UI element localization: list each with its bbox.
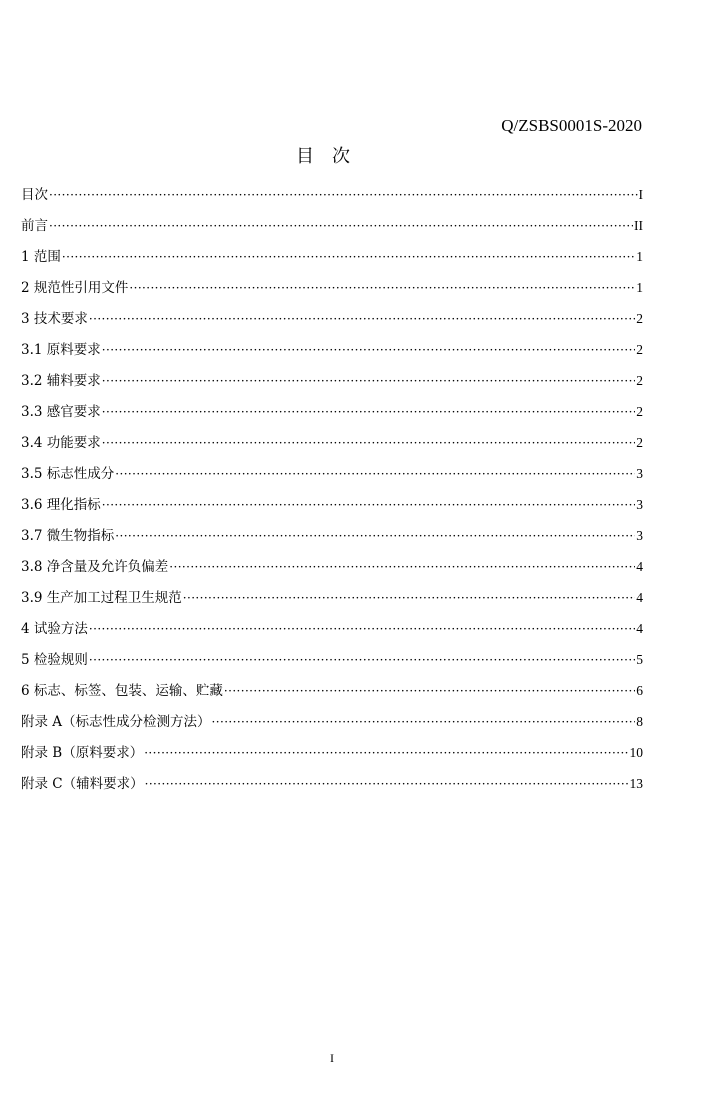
toc-leader-dots — [49, 182, 638, 208]
toc-entry[interactable] — [21, 523, 643, 554]
toc-list — [21, 182, 643, 802]
toc-entry-page: 1 — [636, 280, 643, 295]
toc-entry[interactable] — [21, 647, 643, 678]
page-number: I — [330, 1051, 334, 1065]
toc-entry-page: 4 — [636, 621, 643, 636]
toc-entry-page: 2 — [636, 404, 643, 419]
toc-entry-label: 3.6 理化指标 — [21, 497, 101, 513]
toc-entry[interactable] — [21, 368, 643, 399]
toc-entry-label: 3.9 生产加工过程卫生规范 — [21, 590, 182, 606]
toc-entry-label: 附录 B（原料要求） — [21, 745, 144, 761]
toc-entry-label: 目次 — [21, 187, 48, 203]
toc-entry[interactable] — [21, 616, 643, 647]
toc-entry[interactable] — [21, 306, 643, 337]
toc-entry-label: 前言 — [21, 218, 48, 234]
toc-leader-dots — [129, 275, 635, 301]
toc-entry-page: 3 — [636, 497, 643, 512]
toc-leader-dots — [224, 678, 635, 704]
toc-leader-dots — [115, 523, 635, 549]
toc-entry-page: 8 — [636, 714, 643, 729]
toc-entry-label: 3.5 标志性成分 — [21, 466, 115, 482]
toc-leader-dots — [89, 616, 635, 642]
toc-leader-dots — [169, 554, 635, 580]
toc-entry-page: 5 — [636, 652, 643, 667]
toc-entry[interactable] — [21, 399, 643, 430]
toc-entry-page: 2 — [636, 342, 643, 357]
toc-entry[interactable] — [21, 337, 643, 368]
toc-entry-page: 1 — [636, 249, 643, 264]
toc-entry-label: 1 范围 — [21, 249, 61, 265]
toc-entry[interactable] — [21, 709, 643, 740]
toc-leader-dots — [183, 585, 635, 611]
toc-entry-label: 3.8 净含量及允许负偏差 — [21, 559, 169, 575]
toc-leader-dots — [102, 368, 635, 394]
toc-leader-dots — [115, 461, 635, 487]
toc-entry[interactable] — [21, 461, 643, 492]
toc-entry[interactable] — [21, 771, 643, 802]
toc-entry[interactable] — [21, 182, 643, 213]
toc-leader-dots — [144, 740, 628, 766]
toc-entry[interactable] — [21, 213, 643, 244]
toc-entry-page: 13 — [629, 776, 643, 791]
toc-entry-page: 4 — [636, 559, 643, 574]
toc-entry[interactable] — [21, 244, 643, 275]
toc-entry-page: 3 — [636, 466, 643, 481]
toc-entry-label: 4 试验方法 — [21, 621, 88, 637]
toc-entry[interactable] — [21, 678, 643, 709]
toc-entry-page: 2 — [636, 373, 643, 388]
toc-entry-page: 2 — [636, 311, 643, 326]
toc-leader-dots — [102, 337, 635, 363]
toc-leader-dots — [62, 244, 635, 270]
toc-entry-page: II — [634, 218, 643, 233]
toc-entry-page: I — [638, 187, 643, 202]
toc-entry-page: 3 — [636, 528, 643, 543]
toc-entry-label: 3 技术要求 — [21, 311, 88, 327]
toc-leader-dots — [89, 647, 635, 673]
toc-entry[interactable] — [21, 275, 643, 306]
toc-entry-label: 6 标志、标签、包装、运输、贮藏 — [21, 683, 223, 699]
toc-entry-label: 5 检验规则 — [21, 652, 88, 668]
toc-leader-dots — [212, 709, 636, 735]
toc-entry[interactable] — [21, 430, 643, 461]
toc-entry-page: 4 — [636, 590, 643, 605]
toc-entry[interactable] — [21, 585, 643, 616]
toc-title: 目次 — [296, 146, 368, 167]
toc-entry-label: 附录 A（标志性成分检测方法） — [21, 714, 211, 730]
toc-entry-label: 3.1 原料要求 — [21, 342, 101, 358]
toc-entry-label: 3.7 微生物指标 — [21, 528, 115, 544]
toc-entry-page: 2 — [636, 435, 643, 450]
toc-entry-label: 2 规范性引用文件 — [21, 280, 129, 296]
toc-leader-dots — [102, 492, 635, 518]
toc-entry-page: 10 — [629, 745, 643, 760]
toc-entry[interactable] — [21, 554, 643, 585]
toc-entry-label: 3.3 感官要求 — [21, 404, 101, 420]
toc-entry-label: 3.4 功能要求 — [21, 435, 101, 451]
toc-leader-dots — [102, 430, 635, 456]
toc-leader-dots — [89, 306, 635, 332]
toc-entry[interactable] — [21, 740, 643, 771]
toc-entry[interactable] — [21, 492, 643, 523]
toc-entry-label: 3.2 辅料要求 — [21, 373, 101, 389]
toc-leader-dots — [102, 399, 635, 425]
document-code: Q/ZSBS0001S-2020 — [501, 116, 642, 135]
toc-leader-dots — [145, 771, 629, 797]
toc-entry-label: 附录 C（辅料要求） — [21, 776, 144, 792]
toc-entry-page: 6 — [636, 683, 643, 698]
toc-leader-dots — [49, 213, 633, 239]
